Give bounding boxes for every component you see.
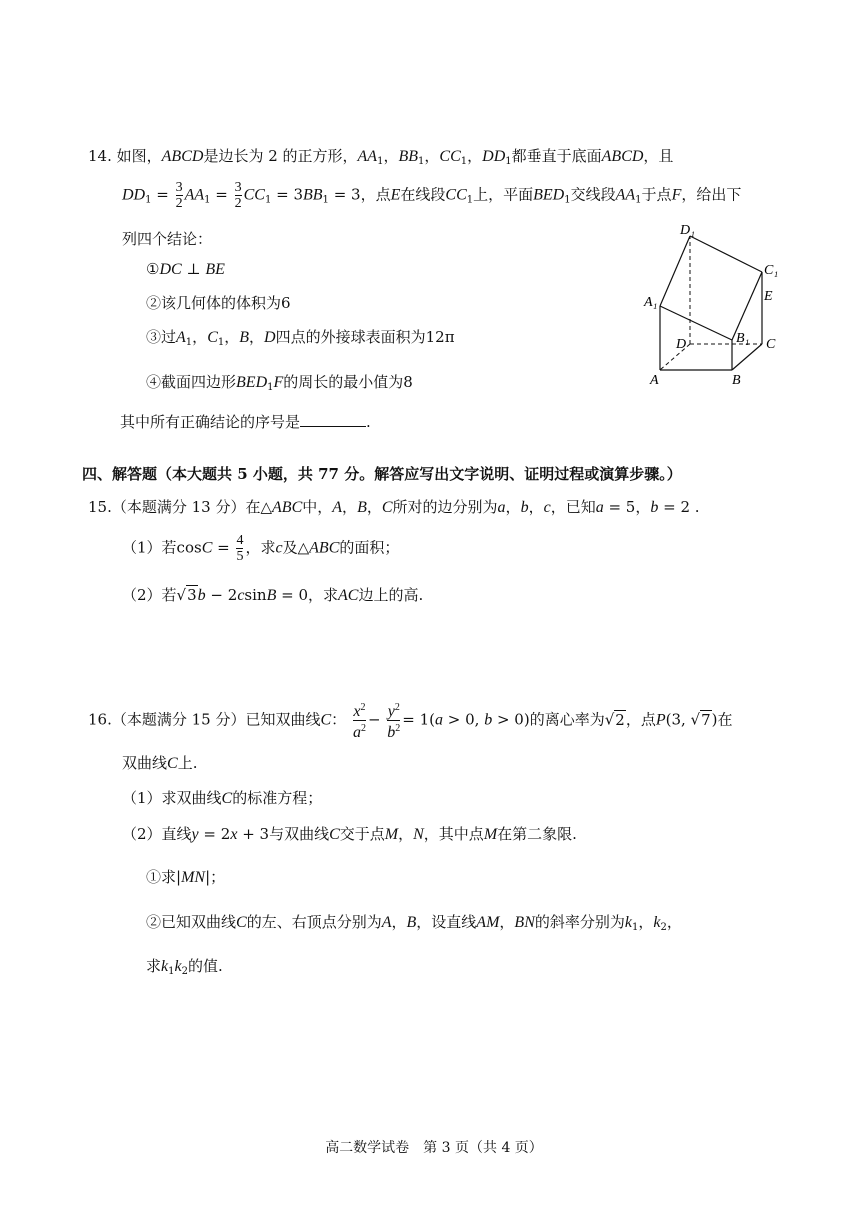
q14-conclusion-1: ①DC ⊥ BE: [146, 260, 225, 278]
q14-line2: $DD_1$ = $\frac{3}{2}$ $AA_1$ = $\frac{3}{2}$ $CC_1 = 3BB_1 = 3$，点E在线段$CC_1$上，平面$BED_1$交线段$AA_1$于点F，给出下: [122, 180, 742, 211]
q16-number: 16.: [88, 710, 112, 729]
q16-part1: （1）求双曲线C的标准方程；: [122, 789, 323, 807]
q16-subpart1: ①求|MN|；: [146, 868, 226, 886]
label-B1: B₁: [736, 331, 750, 346]
q14-ask: 其中所有正确结论的序号是 .: [120, 413, 371, 431]
q14-conclusion-2: ②该几何体的体积为6: [146, 294, 291, 312]
q16-part2: （2）直线y = 2x + 3与双曲线C交于点M，N，其中点M在第二象限.: [122, 825, 577, 843]
page-footer: 高二数学试卷 第 3 页（共 4 页）: [325, 1140, 543, 1156]
label-C1: C₁: [764, 263, 779, 278]
section-title: 四、解答题（本大题共 5 小题，共 77 分。解答应写出文字说明、证明过程或演算步骤。）: [82, 465, 682, 483]
label-A1: A₁: [644, 295, 658, 310]
q14-figure: [640, 222, 790, 392]
q14-conclusion-3: ③过$A_1$，$C_1$，B，D四点的外接球表面积为12π: [146, 328, 455, 348]
q14-conclusion-4: ④截面四边形$BED_1F$的周长的最小值为8: [146, 373, 413, 393]
q16-line2: 双曲线C上.: [122, 754, 198, 772]
q16-subpart2: ②已知双曲线C的左、右顶点分别为A，B，设直线AM，BN的斜率分别为$k_1$，$k_2$，: [146, 913, 682, 933]
label-B: B: [732, 373, 741, 388]
q15-part2: （2）若√3b − 2csinB = 0，求AC边上的高.: [122, 586, 424, 604]
q16-subpart2-cont: 求$k_1k_2$的值.: [146, 957, 223, 977]
q14-line1: 14. 如图，ABCD是边长为 2 的正方形，$AA_1$，$BB_1$，$CC_1$，$DD_1$都垂直于底面ABCD，且: [88, 147, 674, 167]
answer-blank: [300, 414, 366, 427]
label-D1: D₁: [680, 223, 695, 238]
q15-part1: （1）若cosC = $\frac{4}{5}$ ，求c及△ABC的面积；: [122, 533, 400, 564]
q16-line1: 16.（本题满分 15 分）已知双曲线C： $\frac{x^2}{a^2}$ − $\frac{y^2}{b^2}$ = 1(a > 0, b > 0)的离心率为√2，点P(3, √7)在: [88, 702, 733, 741]
label-A: A: [650, 373, 659, 388]
q15-line1: 15.（本题满分 13 分）在△ABC中，A，B，C所对的边分别为a，b，c，已知a = 5，b = 2 .: [88, 498, 700, 516]
label-C: C: [766, 337, 776, 352]
q15-number: 15.: [88, 498, 112, 516]
q14-line3: 列四个结论：: [122, 230, 213, 248]
label-E: E: [764, 289, 773, 304]
label-D: D: [676, 337, 687, 352]
q14-number: 14.: [88, 147, 112, 165]
